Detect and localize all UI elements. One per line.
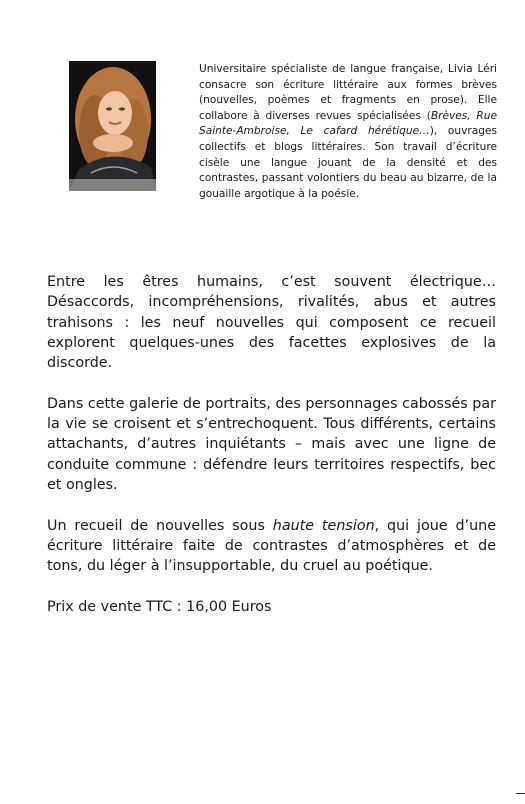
corner-mark [516,793,525,794]
author-photo [69,61,156,191]
bio-text-part2: ), ouvrages collectifs et blogs littéraires. Son travail d’écriture cisèle une langue jouant de la densité et des contrastes, passant volontiers du beau au bizarre, de la gouaille argotique à la poésie. [199,125,497,200]
description-paragraph-2: Dans cette galerie de portraits, des personnages cabossés par la vie se croisent et s’entrechoquent. Tous différents, certains attachants, d’autres inquiétants – mais avec une ligne de conduite commune : défendre leurs territoires respectifs, bec et ongles. [47,395,496,493]
author-bio [199,62,497,202]
bio-publications-italic: Brèves, Rue Sainte-Ambroise, Le cafard hérétique… [199,109,497,138]
bio-text-part1: Universitaire spécialiste de langue française, Livia Léri consacre son écriture littéraire aux formes brèves (nouvelles, poèmes et fragments en prose). Elle collabore à diverses revues spécialisées ( [199,63,497,122]
description-paragraph-1: Entre les êtres humains, c’est souvent électrique… Désaccords, incompréhensions, rivalités, abus et autres trahisons : les neuf nouvelles qui composent ce recueil explorent quelques-unes des facettes explosives de la discorde. [47,274,496,372]
author-bio-text [199,62,497,202]
haute-tension-italic: haute tension [272,517,375,534]
paragraph-3-text-after: , qui joue d’une écriture littéraire faite de contrastes d’atmosphères et de tons, du léger à l’insupportable, du cruel au poétique. [47,517,496,575]
paragraph-3-text-before: Un recueil de nouvelles sous [47,517,273,534]
author-portrait-image [69,61,156,191]
description-paragraph-3 [47,516,496,577]
price-line: Prix de vente TTC : 16,00 Euros [47,598,272,615]
book-description [47,272,496,617]
